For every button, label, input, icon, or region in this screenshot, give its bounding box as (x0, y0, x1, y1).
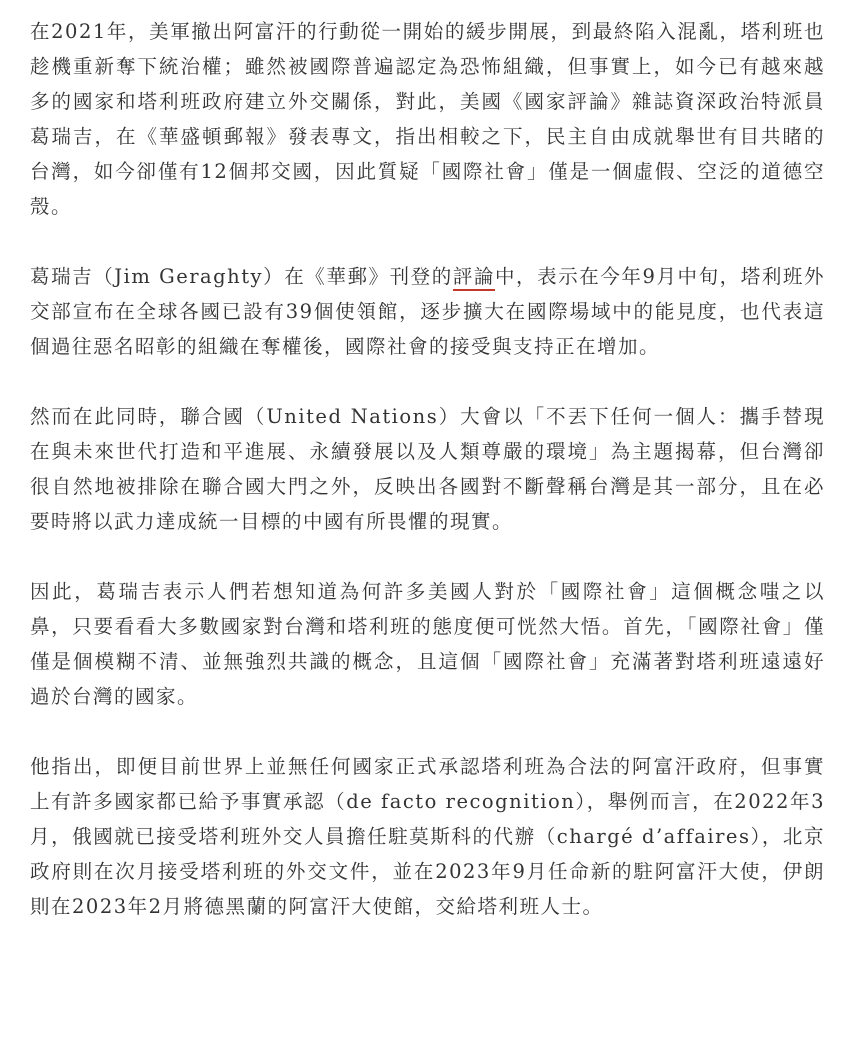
paragraph-5: 他指出，即便目前世界上並無任何國家正式承認塔利班為合法的阿富汗政府，但事實上有許多國家都已給予事實承認（de facto recognition），舉例而言，在2022年3月，俄國就已接受塔利班外交人員擔任駐莫斯科的代辦（chargé d’affaires），北京政府則在次月接受塔利班的外交文件，並在2023年9月任命新的駐阿富汗大使，伊朗則在2023年2月將德黑蘭的阿富汗大使館，交給塔利班人士。 (30, 755, 825, 918)
paragraph-1: 在2021年，美軍撤出阿富汗的行動從一開始的緩步開展，到最終陷入混亂，塔利班也趁機重新奪下統治權；雖然被國際普遍認定為恐怖組織，但事實上，如今已有越來越多的國家和塔利班政府建立外交關係，對此，美國《國家評論》雜誌資深政治特派員葛瑞吉，在《華盛頓郵報》發表專文，指出相較之下，民主自由成就舉世有目共睹的台灣，如今卻僅有12個邦交國，因此質疑「國際社會」僅是一個虛假、空泛的道德空殼。 (30, 20, 825, 218)
article-body (30, 14, 825, 924)
paragraph-2 (30, 259, 825, 364)
paragraph-2-text-after: 中，表示在今年9月中旬，塔利班外交部宣布在全球各國已設有39個使領館，逐步擴大在國際場域中的能見度，也代表這個過往惡名昭彰的組織在奪權後，國際社會的接受與支持正在增加。 (30, 265, 825, 358)
paragraph-3: 然而在此同時，聯合國（United Nations）大會以「不丟下任何一個人：攜手替現在與未來世代打造和平進展、永續發展以及人類尊嚴的環境」為主題揭幕，但台灣卻很自然地被排除在聯合國大門之外，反映出各國對不斷聲稱台灣是其一部分，且在必要時將以武力達成統一目標的中國有所畏懼的現實。 (30, 405, 825, 533)
commentary-link[interactable]: 評論 (453, 265, 495, 291)
paragraph-4: 因此，葛瑞吉表示人們若想知道為何許多美國人對於「國際社會」這個概念嗤之以鼻，只要看看大多數國家對台灣和塔利班的態度便可恍然大悟。首先，「國際社會」僅僅是個模糊不清、並無強烈共識的概念，且這個「國際社會」充滿著對塔利班遠遠好過於台灣的國家。 (30, 580, 825, 708)
paragraph-2-text-before: 葛瑞吉（Jim Geraghty）在《華郵》刊登的 (30, 265, 453, 288)
